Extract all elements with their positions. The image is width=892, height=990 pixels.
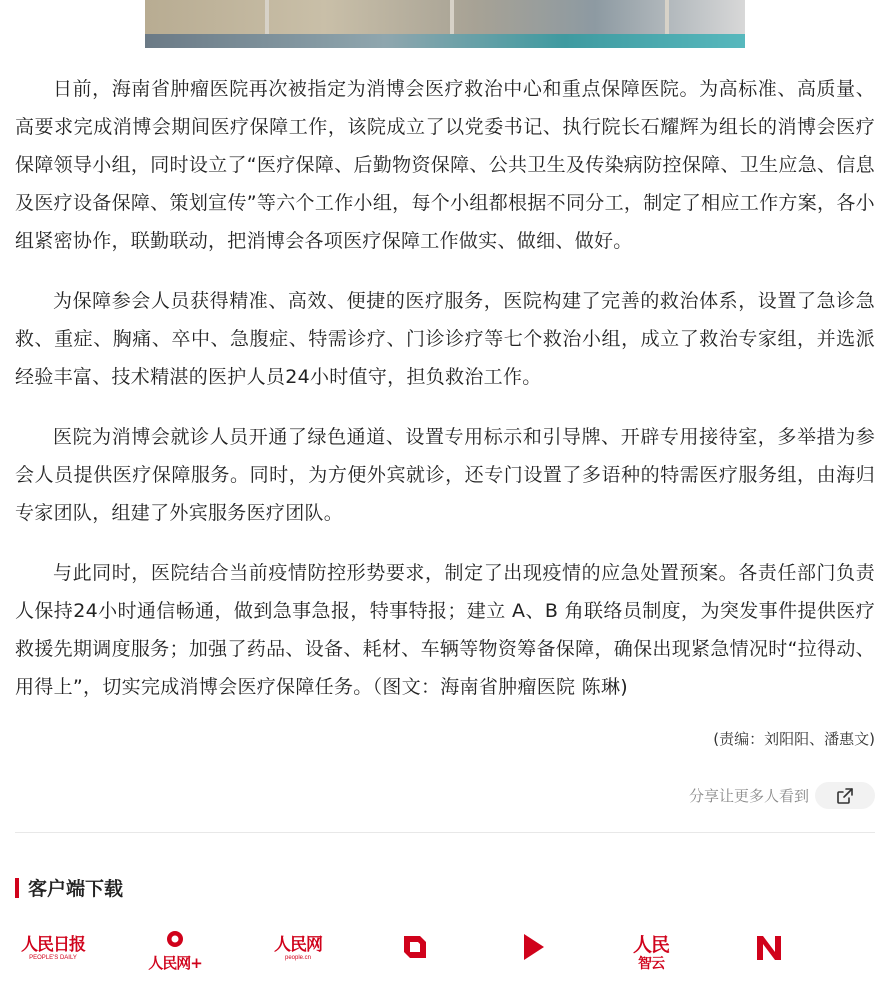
app-people-cn[interactable] (265, 930, 331, 990)
article-paragraph: 日前，海南省肿瘤医院再次被指定为消博会医疗救治中心和重点保障医院。为高标准、高质量、高要求完成消博会期间医疗保障工作，该院成立了以党委书记、执行院长石耀辉为组长的消博会医疗保障领导小组，同时设立了“医疗保障、后勤物资保障、公共卫生及传染病防控保障、卫生应急、信息及医疗设备保障、策划宣传”等六个工作小组，每个小组都根据不同分工，制定了相应工作方案，各小组紧密协作，联勤联动，把消博会各项医疗保障工作做实、做细、做好。 (15, 78, 875, 252)
download-section-header (15, 874, 123, 901)
article-paragraph: 为保障参会人员获得精准、高效、便捷的医疗服务，医院构建了完善的救治体系，设置了急诊急救、重症、胸痛、卒中、急腹症、特需诊疗、门诊诊疗等七个救治小组，成立了救治专家组，并选派经验丰富、技术精湛的医护人员24小时值守，担负救治工作。 (15, 290, 875, 388)
peoples-smart-cloud-logo (633, 930, 669, 971)
app-logo-subtext: 智云 (637, 956, 664, 972)
app-logo-subtext: people.cn (284, 955, 312, 961)
app-peoples-daily[interactable] (20, 930, 86, 990)
article-body (15, 70, 875, 728)
share-label: 分享让更多人看到 (688, 787, 809, 805)
section-accent-bar (15, 878, 19, 898)
article-paragraph: 医院为消博会就诊人员开通了绿色通道、设置专用标示和引导牌、开辟专用接待室，多举措为参会人员提供医疗保障服务。同时，为方便外宾就诊，还专门设置了多语种的特需医疗服务组，由海归专家团队，组建了外宾服务医疗团队。 (15, 426, 875, 524)
peoples-net-plus-logo (148, 930, 202, 973)
article-photo (145, 0, 745, 48)
app-video[interactable] (500, 930, 566, 990)
app-n-logo (751, 930, 787, 966)
article-paragraph: 与此同时，医院结合当前疫情防控形势要求，制定了出现疫情的应急处置预案。各责任部门负责人保持24小时通信畅通，做到急事急报，特事特报；建立 A、B 角联络员制度，为突发事件提供医疗救援先期调度服务；加强了药品、设备、耗材、车辆等物资筹备保障，确保出现紧急情况时“拉得动、用得上”，切实完成消博会医疗保障任务。（图文：海南省肿瘤医院 陈琳) (15, 562, 875, 698)
video-play-logo (516, 930, 550, 964)
share-icon (836, 787, 854, 805)
section-divider (15, 832, 875, 833)
download-section-title: 客户端下载 (28, 878, 124, 900)
share-button[interactable] (815, 782, 875, 809)
net-plus-badge-icon (164, 930, 186, 948)
app-peoples-net-plus[interactable] (142, 930, 208, 990)
people-cn-logo (274, 930, 322, 961)
photo-floor (145, 34, 745, 48)
app-logo-text: 人民日报 (21, 935, 85, 955)
app-logo-text: 人民网 (274, 935, 322, 955)
peoples-daily-logo (21, 930, 85, 961)
app-peoples-smart-cloud[interactable] (618, 930, 684, 990)
app-download-list (20, 918, 880, 975)
app-logo-text: 人民网+ (148, 954, 202, 972)
editor-credit: (责编：刘阳阳、潘惠文) (713, 730, 875, 748)
share-bar (689, 782, 875, 809)
app-logo-text: 人民 (632, 934, 669, 956)
app-d-logo (398, 930, 432, 964)
app-n[interactable] (736, 930, 802, 990)
app-d[interactable] (382, 930, 448, 990)
app-logo-subtext: PEOPLE'S DAILY (29, 955, 77, 961)
